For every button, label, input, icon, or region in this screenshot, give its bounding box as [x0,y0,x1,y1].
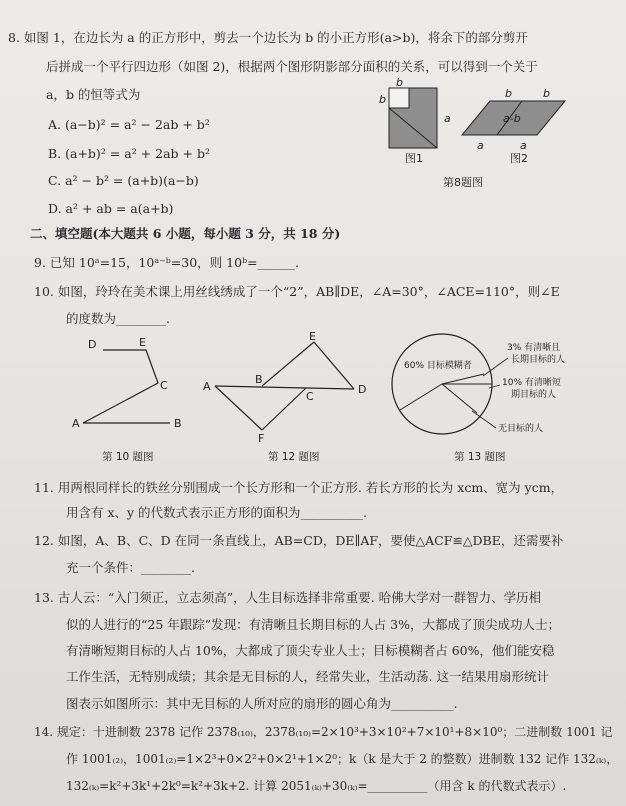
q10-line1: 10. 如图，玲玲在美术课上用丝线绣成了一个“2”，AB∥DE，∠A=30°，∠ACE=110°，则∠E [34,284,560,299]
fig12-label-e: E [309,330,316,343]
fig8-label: b [396,76,403,89]
fig8-label: b [543,87,550,100]
fig12-caption: 第 12 题图 [268,451,320,463]
fig8-label: b [505,87,512,100]
fig13-label-3b: 长期目标的人 [511,355,566,365]
fig13-caption: 第 13 题图 [454,451,506,463]
q13-line5: 图表示如图所示：其中无目标的人所对应的扇形的圆心角为__________. [66,696,458,711]
fig12-diagram [203,330,366,463]
fig10-label-b: B [174,417,182,430]
fig12-label-c: C [306,390,314,403]
q14-line1: 14. 规定：十进制数 2378 记作 2378₍₁₀₎，2378₍₁₀₎=2×10³+3×10²+7×10¹+8×10⁰；二进制数 1001 记 [34,725,613,739]
q14-line2: 作 1001₍₂₎，1001₍₂₎=1×2³+0×2²+0×2¹+1×2⁰；k（k 是大于 2 的整数）进制数 132 记作 132₍ₖ₎， [66,752,619,766]
q13-line4: 工作生活，无特别成绩；其余是无目标的人，经常失业，生活动荡. 这一结果用扇形统计 [66,669,549,684]
fig12-label-f: F [258,432,265,445]
q8-option-d: D. a² + ab = a(a+b) [48,201,174,216]
fig12-label-a: A [203,380,211,393]
q12-line2: 充一个条件：________. [66,560,195,575]
fig12-label-b: B [255,373,263,386]
q8-option-b: B. (a+b)² = a² + 2ab + b² [48,146,210,161]
fig8-label: a [477,139,484,152]
fig8-label: b [379,93,386,106]
fig10-label-a: A [72,417,80,430]
fig10-label-d: D [88,338,97,351]
fig8-title: 第8题图 [443,176,483,189]
fig13-label-10b: 期目标的人 [511,390,557,400]
fig13-pie-chart [392,334,565,463]
q9-text: 9. 已知 10ᵃ=15，10ᵃ⁻ᵇ=30，则 10ᵇ=______. [34,255,300,270]
q8-option-c: C. a² − b² = (a+b)(a−b) [48,173,199,188]
fig13-label-60: 60% 目标模糊者 [404,361,472,371]
q8-option-a: A. (a−b)² = a² − 2ab + b² [48,117,210,132]
fig10-diagram [72,336,182,463]
q13-line3: 有清晰短期目标的人占 10%，大都成了顶尖专业人士；目标模糊者占 60%，他们能安稳 [66,643,555,658]
fig8-caption-1: 图1 [405,152,423,165]
section-heading: 二、填空题(本大题共 6 小题，每小题 3 分，共 18 分) [30,226,341,241]
fig10-label-e: E [139,336,146,349]
fig8-label: a-b [503,112,521,125]
q8-line2: 后拼成一个平行四边形（如图 2)，根据两个图形阴影部分面积的关系，可以得到一个关于 [46,59,538,74]
q12-line1: 12. 如图，A、B、C、D 在同一条直线上，AB=CD，DE∥AF，要使△ACF≌△DBE，还需要补 [34,533,564,548]
q13-line2: 似的人进行的“25 年跟踪”发现：有清晰且长期目标的人占 3%，大都成了顶尖成功人士； [66,617,560,632]
fig8-caption-2: 图2 [510,152,528,165]
q8-line1: 8. 如图 1，在边长为 a 的正方形中，剪去一个边长为 b 的小正方形(a>b)，将余下的部分剪开 [8,30,528,45]
fig13-label-10a: 10% 有清晰短 [502,378,561,388]
q11-line2: 用含有 x、y 的代数式表示正方形的面积为__________. [66,505,368,520]
fig13-label-3a: 3% 有清晰且 [507,343,561,353]
fig8-label: a [444,112,451,125]
q8-line3: a，b 的恒等式为 [46,87,141,102]
q10-line2: 的度数为________. [66,311,170,326]
fig8-label: a [520,139,527,152]
fig10-caption: 第 10 题图 [102,451,154,463]
q14-line3: 132₍ₖ₎=k²+3k¹+2k⁰=k²+3k+2. 计算 2051₍ₖ₎+30₍ₖ₎=__________（用含 k 的代数式表示）. [66,779,567,793]
fig10-label-c: C [160,379,168,392]
q13-line1: 13. 古人云：“入门须正，立志须高”，人生目标选择非常重要. 哈佛大学对一群智力、学历相 [34,590,542,605]
q11-line1: 11. 用两根同样长的铁丝分别围成一个长方形和一个正方形. 若长方形的长为 xcm、宽为 ycm， [34,480,564,495]
fig13-label-none: 无目标的人 [498,424,544,434]
fig12-label-d: D [358,383,367,396]
